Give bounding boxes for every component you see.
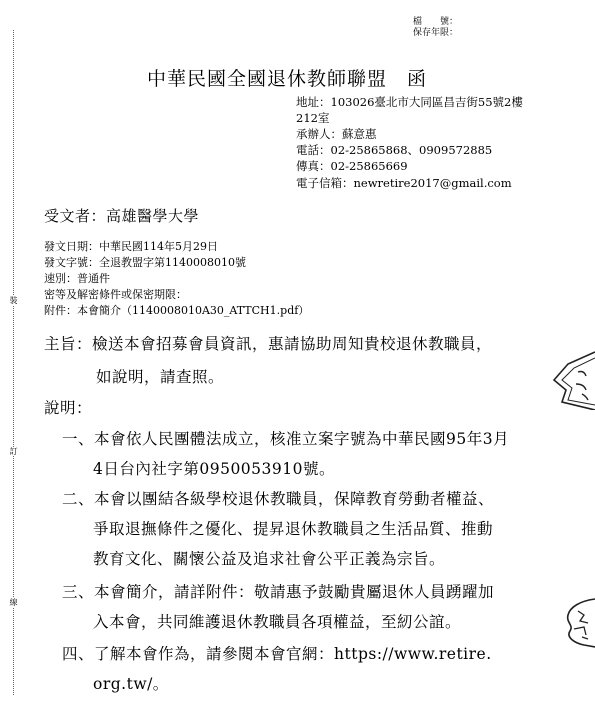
- seal-stamp-partial: [548, 350, 595, 410]
- binding-margin-line: [13, 30, 14, 695]
- subject-line-1: 主旨：檢送本會招募會員資訊，惠請協助周知貴校退休教職員，: [44, 335, 493, 353]
- secrecy-level: 密等及解密條件或保密期限：: [44, 288, 187, 301]
- binding-mark-zhuang: 裝: [9, 296, 18, 305]
- fax: 傳真：02-25865669: [296, 159, 408, 173]
- item-2-line-3: 教育文化、關懷公益及追求社會公平正義為宗旨。: [93, 550, 446, 568]
- item-4-line-2: org.tw/。: [93, 675, 169, 693]
- recipient: 受文者：高雄醫學大學: [44, 207, 200, 225]
- address-label: 地址：: [296, 95, 331, 109]
- handler: 承辦人：蘇意惠: [296, 127, 377, 141]
- binding-mark-ding: 訂: [9, 447, 18, 456]
- address-line-2: 212室: [296, 111, 330, 125]
- attachment: 附件：本會簡介（1140008010A30_ATTCH1.pdf）: [44, 304, 310, 317]
- subject-line-2: 如說明，請查照。: [96, 368, 225, 386]
- address-value: 103026臺北市大同區昌吉街55號2樓: [330, 95, 523, 109]
- item-2-line-1: 二、本會以團結各級學校退休教職員，保障教育勞動者權益、: [62, 490, 495, 508]
- retention-period-label: 保存年限：: [413, 28, 459, 38]
- issue-date: 發文日期：中華民國114年5月29日: [44, 240, 218, 253]
- item-2-line-2: 爭取退撫條件之優化、提昇退休教職員之生活品質、推動: [93, 520, 494, 538]
- item-3-line-1: 三、本會簡介，請詳附件：敬請惠予鼓勵貴屬退休人員踴躍加: [62, 583, 495, 601]
- address-line-1: [296, 94, 523, 110]
- signature-stamp-partial: [560, 595, 595, 650]
- email: 電子信箱：newretire2017@gmail.com: [296, 176, 512, 190]
- phone: 電話：02-25865868、0909572885: [296, 143, 493, 157]
- speed-class: 速別：普通件: [44, 272, 110, 285]
- item-1-line-1: 一、本會依人民團體法成立，核准立案字號為中華民國95年3月: [62, 430, 510, 448]
- file-number-label: 檔 號：: [413, 17, 459, 27]
- explanation-label: 說明：: [44, 399, 93, 417]
- item-1-line-2: 4日台內社字第0950053910號。: [93, 460, 335, 478]
- document-number: 發文字號：全退教盟字第1140008010號: [44, 256, 246, 269]
- item-4-line-1: 四、了解本會作為，請參閱本會官網：https://www.retire.: [62, 645, 492, 663]
- document-title: 中華民國全國退休教師聯盟 函: [147, 68, 428, 90]
- item-3-line-2: 入本會，共同維護退休教職員各項權益，至紉公誼。: [93, 613, 462, 631]
- binding-mark-xian: 線: [9, 598, 18, 607]
